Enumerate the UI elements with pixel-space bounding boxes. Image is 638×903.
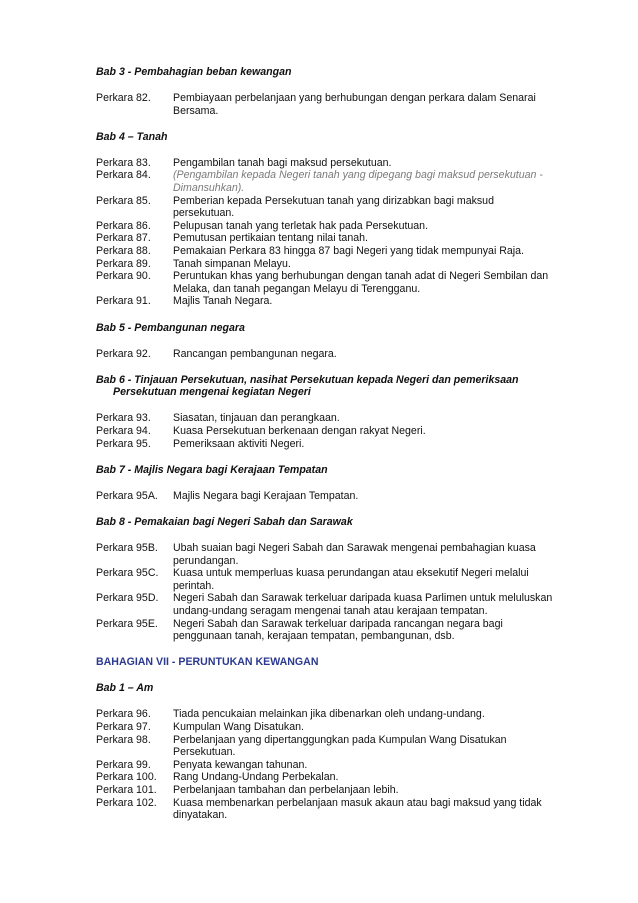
list-item <box>96 157 556 170</box>
article-title: Pembiayaan perbelanjaan yang berhubungan dengan perkara dalam Senarai Bersama. <box>173 92 536 117</box>
article-number: Perkara 102. <box>96 796 157 809</box>
bab4-heading: Bab 4 – Tanah <box>96 130 168 143</box>
article-title: Kuasa untuk memperluas kuasa perundangan atau eksekutif Negeri melalui perintah. <box>173 567 529 592</box>
list-item <box>96 220 556 233</box>
article-number: Perkara 86. <box>96 219 151 232</box>
list-item <box>96 169 556 194</box>
list-item <box>96 734 556 759</box>
article-title: Penyata kewangan tahunan. <box>173 758 308 771</box>
list-item <box>96 195 556 220</box>
article-number: Perkara 96. <box>96 708 151 721</box>
article-title: Kumpulan Wang Disatukan. <box>173 720 304 733</box>
list-item <box>96 721 556 734</box>
list-item <box>96 542 556 567</box>
article-number: Perkara 95C. <box>96 567 159 580</box>
article-title: Siasatan, tinjauan dan perangkaan. <box>173 412 340 425</box>
article-number: Perkara 93. <box>96 412 151 425</box>
bab6-list <box>96 412 556 450</box>
article-number: Perkara 100. <box>96 771 157 784</box>
article-number: Perkara 95E. <box>96 617 158 630</box>
article-number: Perkara 95B. <box>96 541 158 554</box>
article-title: Pemberian kepada Persekutuan tanah yang dirizabkan bagi maksud persekutuan. <box>173 194 494 220</box>
list-item <box>96 567 556 592</box>
list-item <box>96 784 556 797</box>
list-item <box>96 438 556 451</box>
bahagian-vii-heading: BAHAGIAN VII - PERUNTUKAN KEWANGAN <box>96 656 319 669</box>
article-number: Perkara 95A. <box>96 489 158 502</box>
article-title: Majlis Tanah Negara. <box>173 295 273 308</box>
bab8-list <box>96 542 556 643</box>
article-title: Kuasa Persekutuan berkenaan dengan rakyat Negeri. <box>173 424 426 437</box>
list-item <box>96 258 556 271</box>
document-page <box>96 66 556 822</box>
bab1-list <box>96 708 556 821</box>
bab8-heading: Bab 8 - Pemakaian bagi Negeri Sabah dan Sarawak <box>96 515 353 528</box>
bab4-list <box>96 157 556 308</box>
article-number: Perkara 97. <box>96 720 151 733</box>
bab6-heading <box>96 374 556 399</box>
list-item <box>96 759 556 772</box>
article-title: Peruntukan khas yang berhubungan dengan tanah adat di Negeri Sembilan dan Melaka, dan tanah pegangan Melayu di Terengganu. <box>173 270 549 295</box>
article-title: Perbelanjaan tambahan dan perbelanjaan lebih. <box>173 783 399 796</box>
article-number: Perkara 88. <box>96 245 151 258</box>
article-title: Tanah simpanan Melayu. <box>173 257 291 270</box>
bab6-heading-line2: Persekutuan mengenai kegiatan Negeri <box>113 386 311 399</box>
list-item <box>96 412 556 425</box>
list-item <box>96 592 556 617</box>
list-item <box>96 771 556 784</box>
article-number: Perkara 84. <box>96 169 151 182</box>
article-number: Perkara 95. <box>96 437 151 450</box>
bab7-heading: Bab 7 - Majlis Negara bagi Kerajaan Tempatan <box>96 463 328 476</box>
list-item <box>96 92 556 117</box>
article-number: Perkara 94. <box>96 424 151 437</box>
article-title: Negeri Sabah dan Sarawak terkeluar daripada rancangan negara bagi penggunaan tanah, kerajaan tempatan, pembangunan, dsb. <box>173 617 503 643</box>
article-number: Perkara 87. <box>96 232 151 245</box>
bab6-heading-line1: Bab 6 - Tinjauan Persekutuan, nasihat Persekutuan kepada Negeri dan pemeriksaan <box>96 373 519 386</box>
article-title: Ubah suaian bagi Negeri Sabah dan Sarawak mengenai pembahagian kuasa perundangan. <box>173 541 536 567</box>
article-title: Pemakaian Perkara 83 hingga 87 bagi Negeri yang tidak mempunyai Raja. <box>173 245 524 258</box>
article-title: Rancangan pembangunan negara. <box>173 347 337 360</box>
bab1-heading: Bab 1 – Am <box>96 682 154 695</box>
article-number: Perkara 92. <box>96 347 151 360</box>
article-title: (Pengambilan kepada Negeri tanah yang dipegang bagi maksud persekutuan - Dimansuhkan). <box>173 169 543 195</box>
list-item <box>96 490 556 503</box>
article-number: Perkara 91. <box>96 295 151 308</box>
article-number: Perkara 83. <box>96 156 151 169</box>
article-number: Perkara 101. <box>96 783 157 796</box>
list-item <box>96 425 556 438</box>
bab7-list <box>96 490 556 503</box>
article-number: Perkara 95D. <box>96 592 159 605</box>
list-item <box>96 618 556 643</box>
article-number: Perkara 89. <box>96 257 151 270</box>
article-title: Perbelanjaan yang dipertanggungkan pada Kumpulan Wang Disatukan Persekutuan. <box>173 733 507 759</box>
article-title: Kuasa membenarkan perbelanjaan masuk akaun atau bagi maksud yang tidak dinyatakan. <box>173 796 542 822</box>
list-item <box>96 232 556 245</box>
article-number: Perkara 85. <box>96 194 151 207</box>
article-title: Tiada pencukaian melainkan jika dibenarkan oleh undang-undang. <box>173 708 485 721</box>
article-title: Rang Undang-Undang Perbekalan. <box>173 771 339 784</box>
bab5-list <box>96 348 556 361</box>
bab3-heading: Bab 3 - Pembahagian beban kewangan <box>96 66 292 78</box>
article-title: Pemutusan pertikaian tentang nilai tanah. <box>173 232 368 245</box>
article-title: Pengambilan tanah bagi maksud persekutuan. <box>173 156 392 169</box>
list-item <box>96 270 556 295</box>
article-number: Perkara 90. <box>96 270 151 283</box>
list-item <box>96 797 556 822</box>
article-title: Pelupusan tanah yang terletak hak pada Persekutuan. <box>173 219 429 232</box>
article-title: Majlis Negara bagi Kerajaan Tempatan. <box>173 489 359 502</box>
list-item <box>96 708 556 721</box>
list-item <box>96 295 556 308</box>
article-title: Pemeriksaan aktiviti Negeri. <box>173 437 305 450</box>
list-item <box>96 245 556 258</box>
article-number: Perkara 98. <box>96 733 151 746</box>
article-number: Perkara 82. <box>96 92 151 105</box>
bab5-heading: Bab 5 - Pembangunan negara <box>96 321 245 334</box>
article-number: Perkara 99. <box>96 758 151 771</box>
list-item <box>96 348 556 361</box>
bab3-list <box>96 92 556 117</box>
article-title: Negeri Sabah dan Sarawak terkeluar daripada kuasa Parlimen untuk meluluskan undang-undang seragam mengenai tanah atau kerajaan tempatan. <box>173 592 553 617</box>
